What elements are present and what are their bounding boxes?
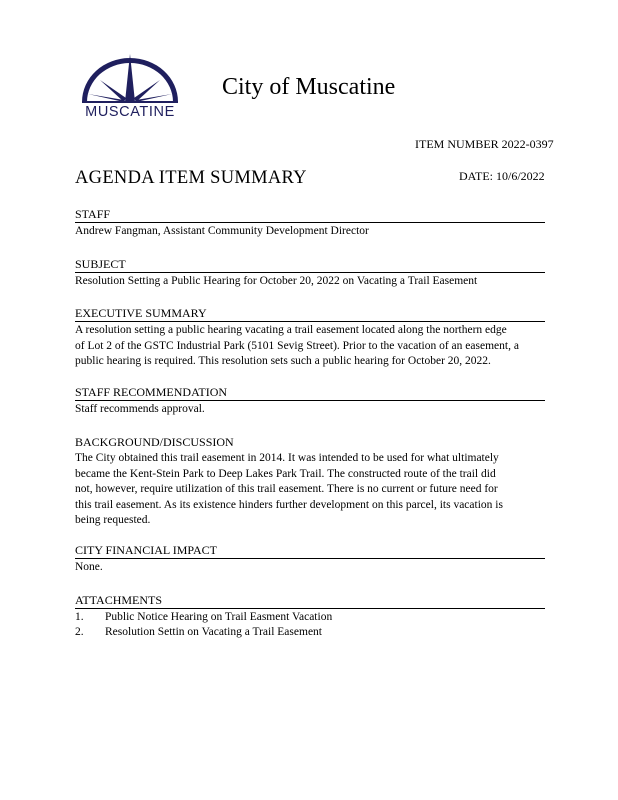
text-line: of Lot 2 of the GSTC Industrial Park (5101 Sevig Street). Prior to the vacation of an easement, a: [75, 339, 519, 352]
section-heading: STAFF RECOMMENDATION: [75, 385, 545, 401]
section-body: Andrew Fangman, Assistant Community Development Director: [75, 225, 369, 237]
section-attachments: [75, 593, 545, 640]
text-line: being requested.: [75, 514, 151, 526]
section-heading: EXECUTIVE SUMMARY: [75, 306, 545, 322]
muscatine-logo: [78, 54, 182, 122]
compass-star-icon: [78, 54, 182, 106]
text-line: A resolution setting a public hearing vacating a trail easement located along the northern edge: [75, 324, 507, 336]
document-title: AGENDA ITEM SUMMARY: [75, 168, 307, 188]
section-heading: SUBJECT: [75, 257, 545, 273]
attachment-label: Public Notice Hearing on Trail Easment Vacation: [105, 611, 333, 623]
section-staff-recommendation: [75, 385, 545, 418]
section-heading: ATTACHMENTS: [75, 593, 545, 609]
section-background-discussion: [75, 435, 545, 529]
attachments-list: [75, 609, 545, 640]
section-body: Resolution Setting a Public Hearing for October 20, 2022 on Vacating a Trail Easement: [75, 275, 478, 287]
section-subject: [75, 257, 545, 290]
attachment-label: Resolution Settin on Vacating a Trail Easement: [105, 626, 322, 638]
logo-text: MUSCATINE: [85, 104, 175, 120]
section-heading: CITY FINANCIAL IMPACT: [75, 543, 545, 559]
item-number: ITEM NUMBER 2022-0397: [415, 137, 554, 151]
document-date: DATE: 10/6/2022: [459, 169, 545, 183]
section-executive-summary: [75, 306, 545, 370]
section-staff: [75, 207, 545, 240]
section-heading: STAFF: [75, 207, 545, 223]
section-body: None.: [75, 561, 103, 573]
section-body: [75, 322, 545, 370]
text-line: this trail easement. As its existence hinders further development on this parcel, its vacation is: [75, 498, 503, 511]
text-line: not, however, require utilization of this trail easement. There is no current or future need for: [75, 483, 498, 495]
section-body: [75, 450, 545, 529]
section-body: Staff recommends approval.: [75, 403, 205, 415]
attachment-number: 2.: [75, 626, 84, 638]
text-line: became the Kent-Stein Park to Deep Lakes Park Trail. The constructed route of the trail did: [75, 467, 496, 480]
city-title: City of Muscatine: [222, 74, 396, 100]
section-heading: BACKGROUND/DISCUSSION: [75, 435, 234, 449]
attachment-item: [75, 610, 545, 625]
text-line: public hearing is required. This resolution sets such a public hearing for October 20, 2022.: [75, 355, 491, 367]
attachment-item: [75, 625, 545, 640]
section-financial-impact: [75, 543, 545, 576]
text-line: The City obtained this trail easement in 2014. It was intended to be used for what ultimately: [75, 452, 499, 464]
attachment-number: 1.: [75, 611, 84, 623]
